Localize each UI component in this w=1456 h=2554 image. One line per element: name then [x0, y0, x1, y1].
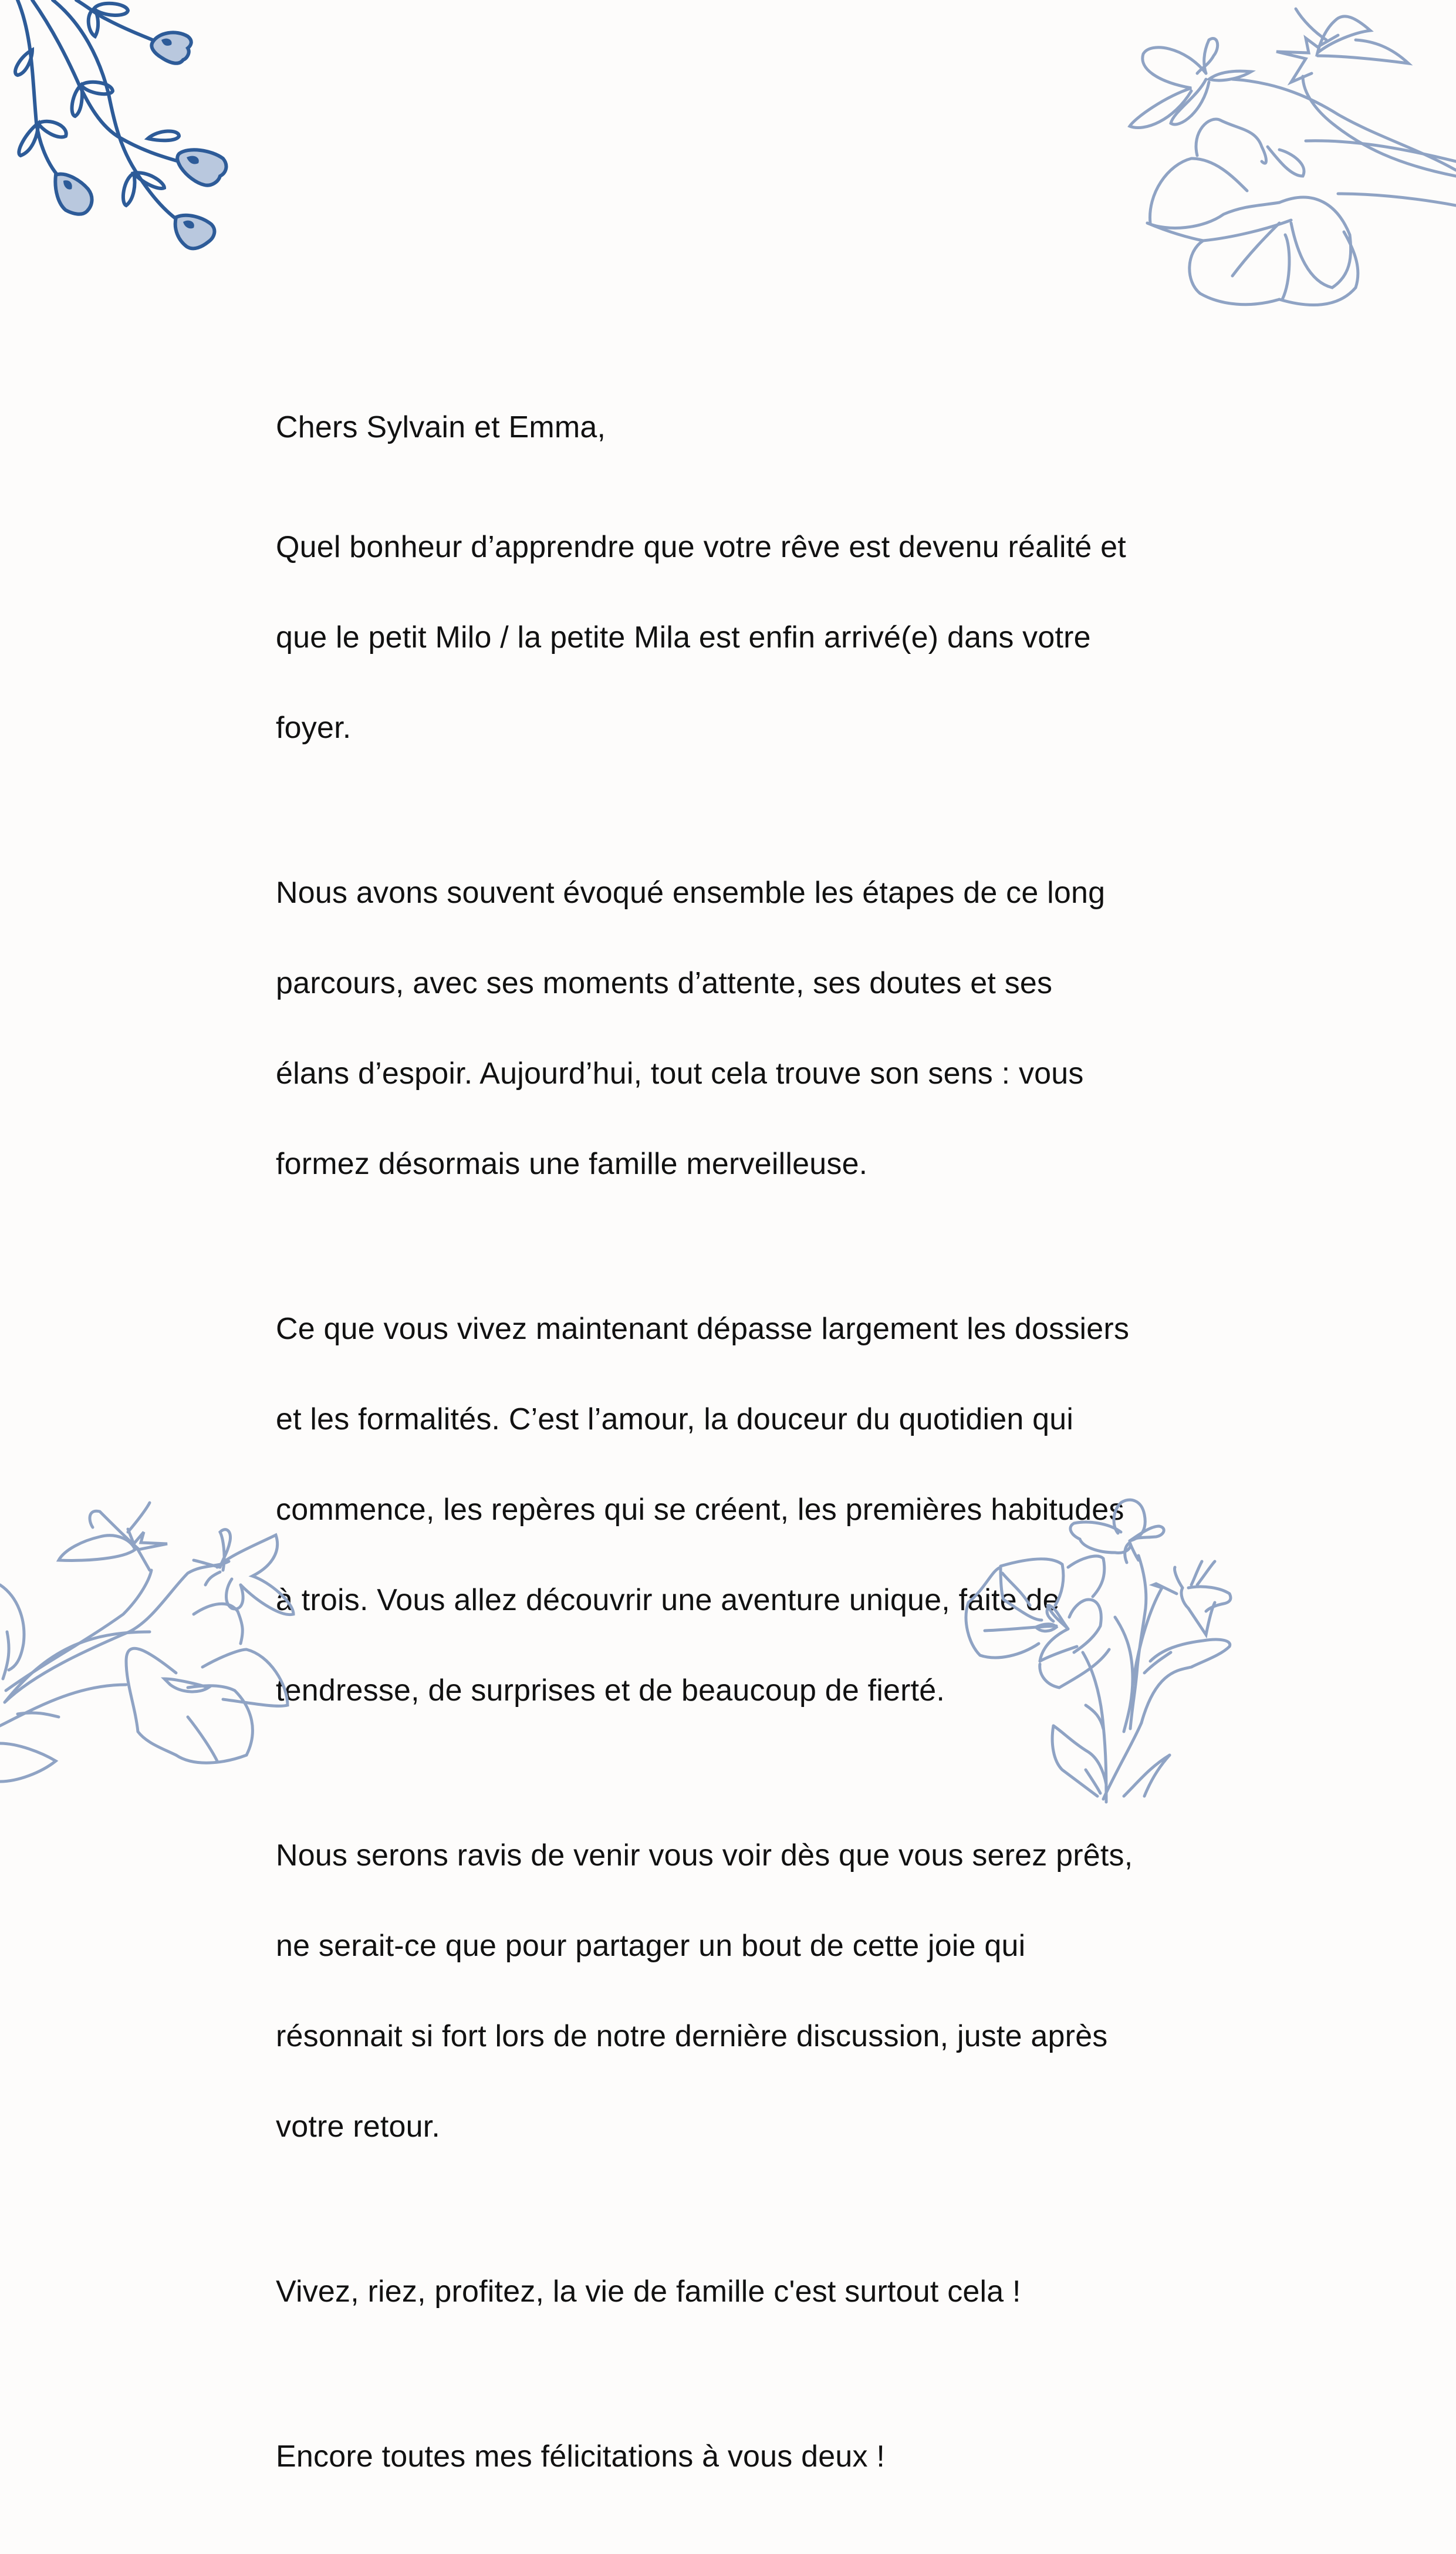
- text-line: à trois. Vous allez découvrir une aventure unique, faite de: [276, 1583, 1060, 1617]
- text-line: Quel bonheur d’apprendre que votre rêve est devenu réalité et: [276, 530, 1126, 564]
- text-line: tendresse, de surprises et de beaucoup de fierté.: [276, 1674, 945, 1708]
- letter-closing: [276, 2389, 1227, 2525]
- letter-paragraph-5: [276, 2224, 1227, 2360]
- letter-paragraph-1: [276, 480, 1227, 796]
- text-line: et les formalités. C’est l’amour, la douceur du quotidien qui: [276, 1402, 1074, 1436]
- flower-decoration-top-right: [1115, 0, 1456, 470]
- flower-decoration-bottom-left: [0, 1485, 329, 1867]
- text-line: foyer.: [276, 711, 352, 745]
- text-line: commence, les repères qui se créent, les premières habitudes: [276, 1493, 1124, 1527]
- text-line: parcours, avec ses moments d’attente, ses doutes et ses: [276, 966, 1053, 1000]
- text-line: votre retour.: [276, 2110, 441, 2144]
- text-line: élans d’espoir. Aujourd’hui, tout cela trouve son sens : vous: [276, 1057, 1084, 1091]
- letter-greeting: Chers Sylvain et Emma,: [276, 410, 606, 444]
- vine-decoration-top-left: [0, 0, 246, 258]
- text-line: que le petit Milo / la petite Mila est enfin arrivé(e) dans votre: [276, 620, 1091, 654]
- text-line: Ce que vous vivez maintenant dépasse largement les dossiers: [276, 1312, 1130, 1346]
- text-line: Vivez, riez, profitez, la vie de famille c'est surtout cela !: [276, 2275, 1021, 2309]
- text-line: ne serait-ce que pour partager un bout de cette joie qui: [276, 1929, 1026, 1963]
- text-line: Nous avons souvent évoqué ensemble les étapes de ce long: [276, 876, 1106, 910]
- flower-decoration-bottom-right: [957, 1491, 1456, 2060]
- letter-body: [276, 405, 1227, 2554]
- text-line: Encore toutes mes félicitations à vous deux !: [276, 2440, 885, 2474]
- text-line: formez désormais une famille merveilleuse.: [276, 1147, 868, 1181]
- text-line: Nous serons ravis de venir vous voir dès que vous serez prêts,: [276, 1838, 1133, 1873]
- letter-paragraph-2: [276, 825, 1227, 1232]
- text-line: résonnait si fort lors de notre dernière discussion, juste après: [276, 2019, 1108, 2053]
